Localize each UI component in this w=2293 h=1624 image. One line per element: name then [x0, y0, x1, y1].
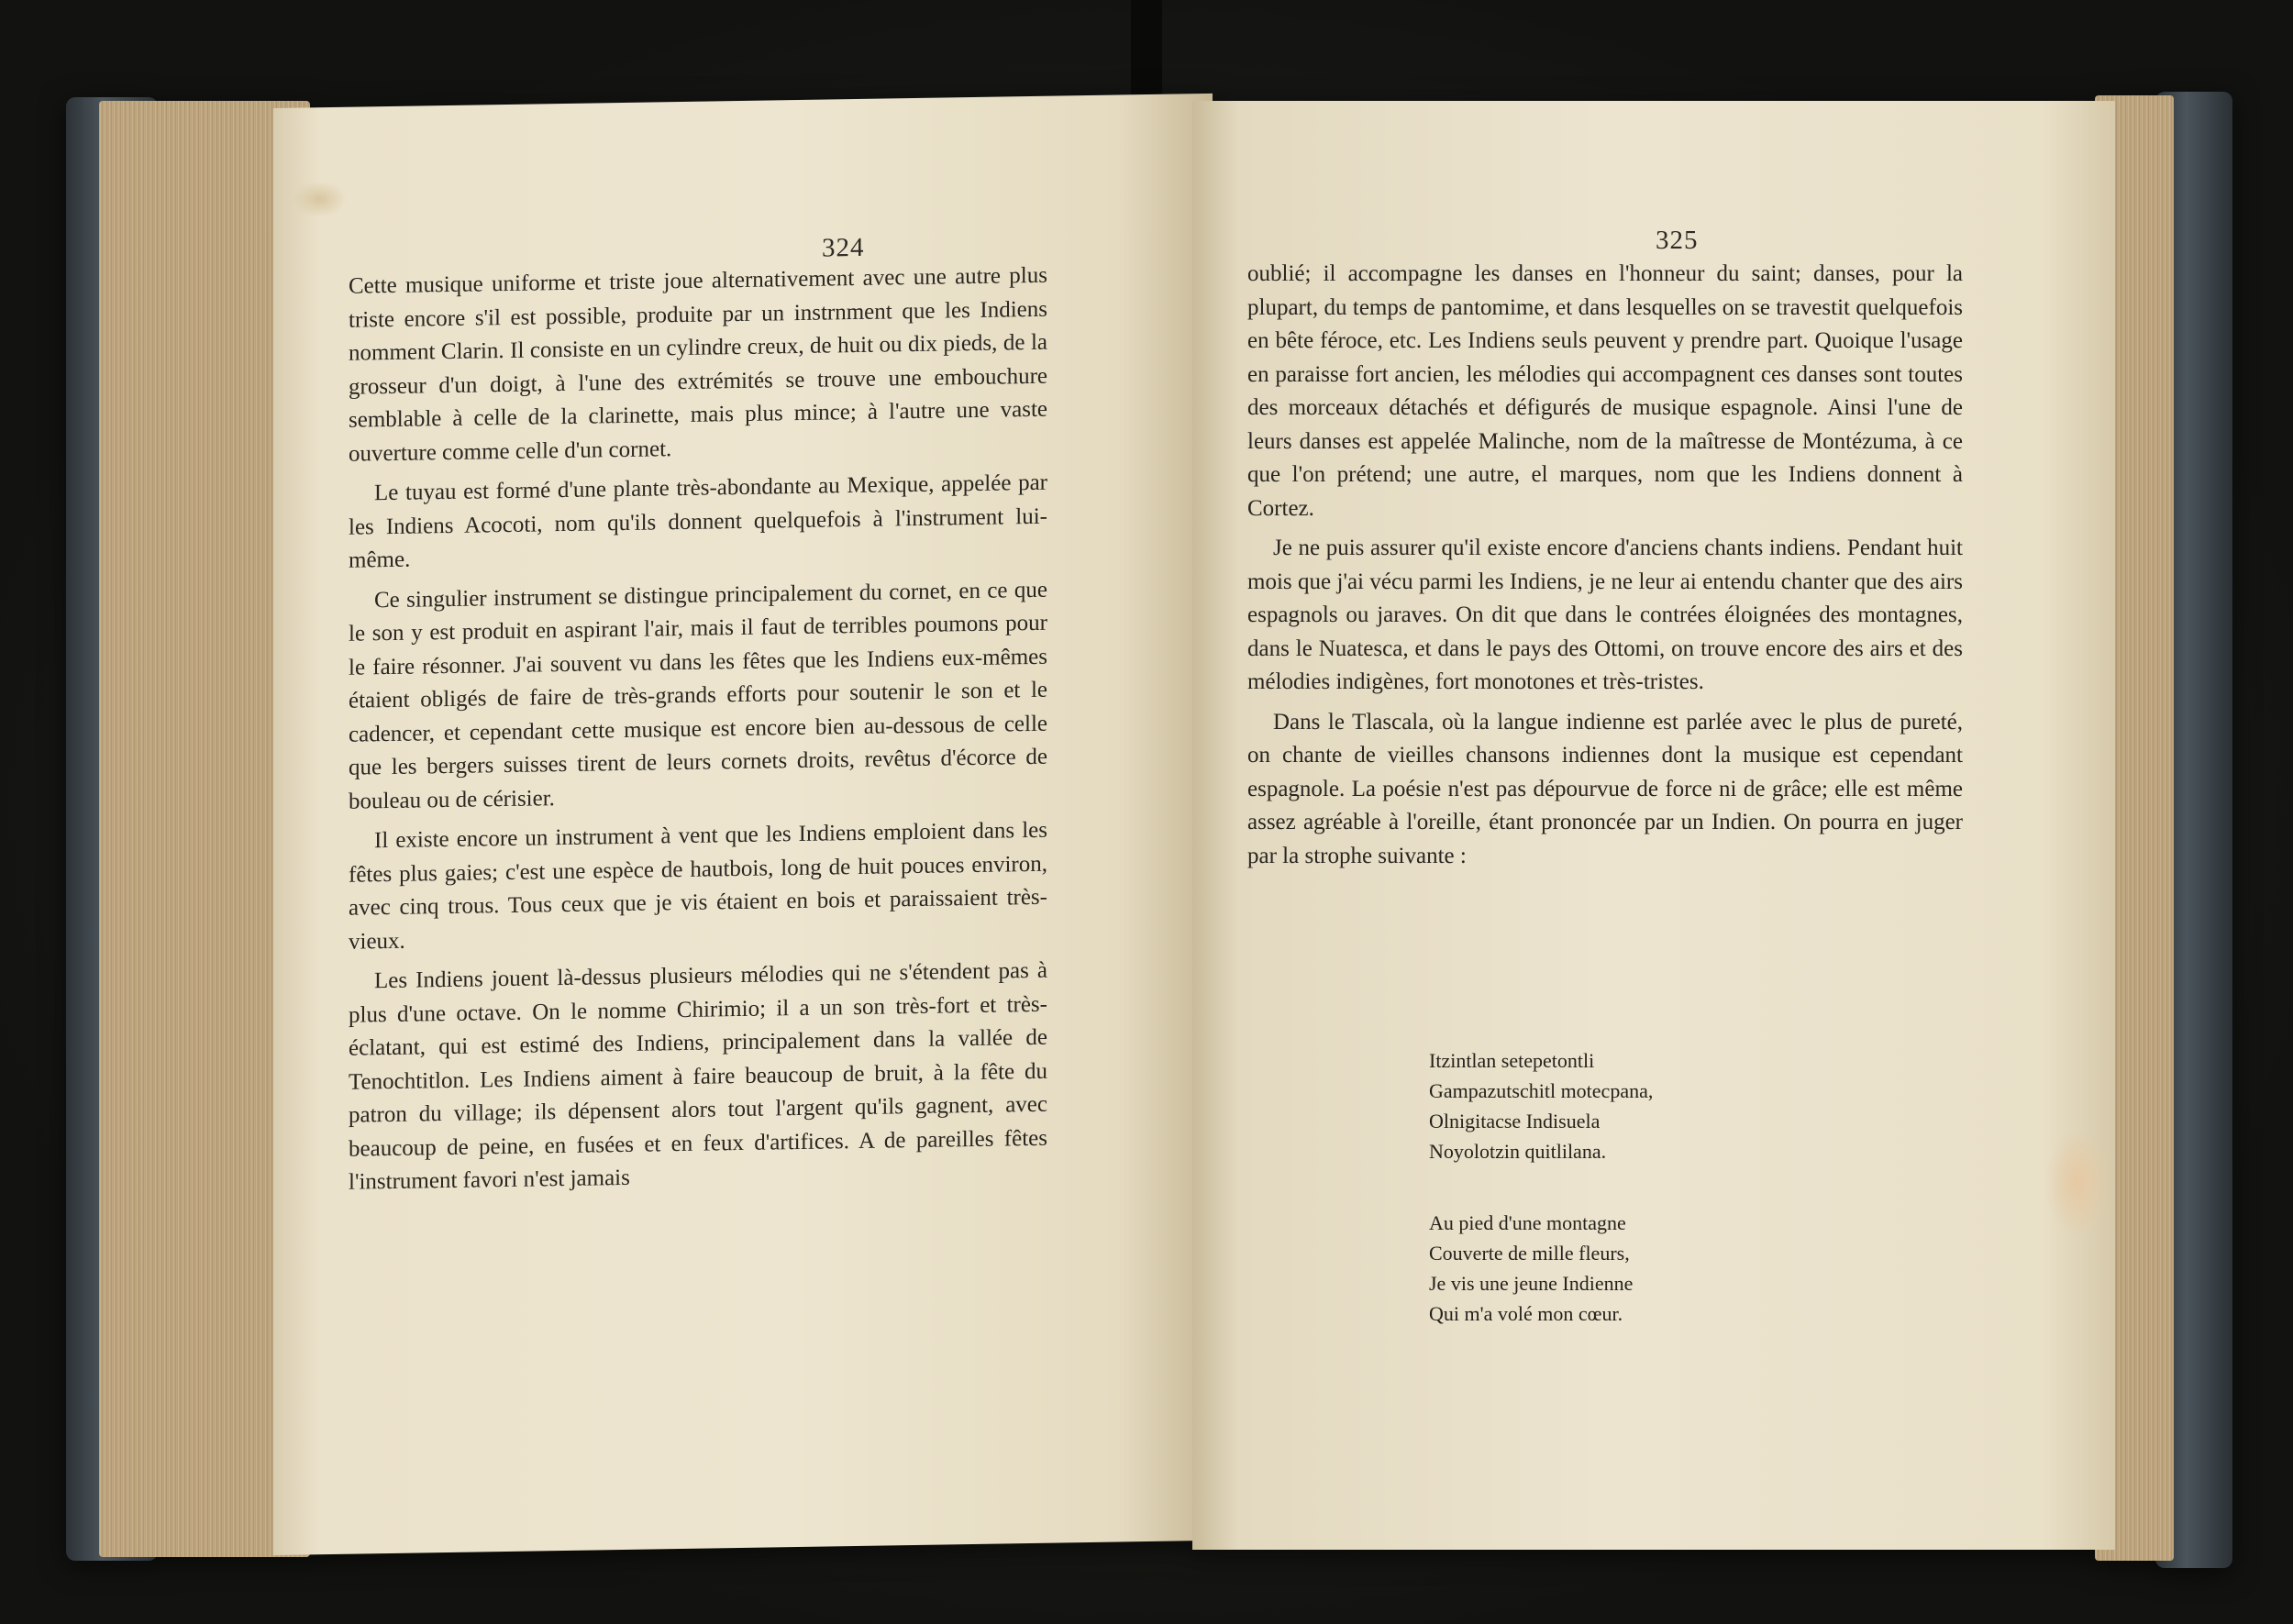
paragraph: Le tuyau est formé d'une plante très-abondante au Mexique, appelée par les Indiens Acocoti, nom qu'ils donnent quelquefois à l'instrument lui-même.: [349, 470, 1047, 573]
paragraph: Dans le Tlascala, où la langue indienne est parlée avec le plus de pureté, on chante de vieilles chansons indiennes dont la musique est cependant espagnole. La poésie n'est pas dépourvue de force ni de grâce; elle est même assez agréable à l'oreille, étant prononcée par un Indien. On pourra en juger par la strophe suivante :: [1247, 709, 1963, 868]
body-text: [1247, 258, 1963, 879]
verse-line: Je vis une jeune Indienne: [1429, 1272, 1634, 1295]
paragraph: Les Indiens jouent là-dessus plusieurs mélodies qui ne s'étendent pas à plus d'une octave. On le nomme Chirimio; il a un son très-fort et très-éclatant, qui est estimé des Indiens, principalement dans la vallée de Tenochtitlon. Les Indiens aiment à faire beaucoup de bruit, à la fête du patron du village; ils dépensent alors tout l'argent qu'ils gagnent, avec beaucoup de peine, en fusées et en feux d'artifices. A de pareilles fêtes l'instrument favori n'est jamais: [349, 957, 1047, 1195]
verse-line: Itzintlan setepetontli: [1429, 1049, 1595, 1072]
paragraph: Ce singulier instrument se distingue principalement du cornet, en ce que le son y est produit en aspirant l'air, mais il faut de terribles poumons pour le faire résonner. J'ai souvent vu dans les fêtes que les Indiens eux-mêmes étaient obligés de faire de très-grands efforts pour soutenir le son et le cadencer, et cependant cette musique est encore bien au-dessous de celle que les bergers suisses tirent de leurs cornets droits, revêtus d'écorce de bouleau ou de cérisier.: [349, 577, 1047, 814]
page-number: 325: [1656, 226, 1699, 255]
page-number: 324: [822, 232, 865, 263]
right-page: [1192, 101, 2115, 1550]
body-text: [349, 260, 1047, 1206]
left-page: [273, 94, 1213, 1555]
verse-line: Couverte de mille fleurs,: [1429, 1242, 1630, 1265]
verse-original: [1429, 1045, 1653, 1166]
paragraph: oublié; il accompagne les danses en l'honneur du saint; danses, pour la plupart, du temps de pantomime, et dans lesquelles on se travestit quelquefois en bête féroce, etc. Les Indiens seuls peuvent y prendre part. Quoique l'usage en paraisse fort ancien, les mélodies qui accompagnent ces danses sont toutes des morceaux détachés et défigurés de musique espagnole. Ainsi l'une de leurs danses est appelée Malinche, nom de la maîtresse de Montézuma, à ce que l'on prétend; une autre, el marques, nom que les Indiens donnent à Cortez.: [1247, 261, 1963, 521]
paragraph: Il existe encore un instrument à vent que les Indiens emploient dans les fêtes plus gaies; c'est une espèce de hautbois, long de huit pouces environ, avec cinq trous. Tous ceux que je vis étaient en bois et paraissaient très-vieux.: [349, 817, 1047, 955]
verse-line: Au pied d'une montagne: [1429, 1211, 1626, 1234]
verse-translation: [1429, 1208, 1633, 1329]
open-book: [66, 92, 2232, 1568]
foxing-stain: [292, 181, 347, 218]
verse-line: Gampazutschitl motecpana,: [1429, 1079, 1654, 1102]
paragraph: Je ne puis assurer qu'il existe encore d'anciens chants indiens. Pendant huit mois que j'ai vécu parmi les Indiens, je ne leur ai entendu chanter que des airs espagnols ou jaraves. On dit que dans le contrées éloignées des montagnes, dans le Nuatesca, et dans le pays des Ottomi, on trouve encore des airs et des mélodies indigènes, fort monotones et très-tristes.: [1247, 536, 1963, 694]
center-shadow: [1131, 0, 1162, 101]
verse-line: Noyolotzin quitlilana.: [1429, 1140, 1607, 1163]
verse-line: Qui m'a volé mon cœur.: [1429, 1302, 1623, 1325]
foxing-stain: [2045, 1128, 2110, 1238]
verse-line: Olnigitacse Indisuela: [1429, 1110, 1601, 1132]
paragraph: Cette musique uniforme et triste joue alternativement avec une autre plus triste encore s'il est possible, produite par un instrnment que les Indiens nomment Clarin. Il consiste en un cylindre creux, de huit ou dix pieds, de la grosseur d'un doigt, à l'une des extrémités se trouve une embouchure semblable à celle de la clarinette, mais plus mince; à l'autre une vaste ouverture comme celle d'un cornet.: [349, 262, 1047, 467]
